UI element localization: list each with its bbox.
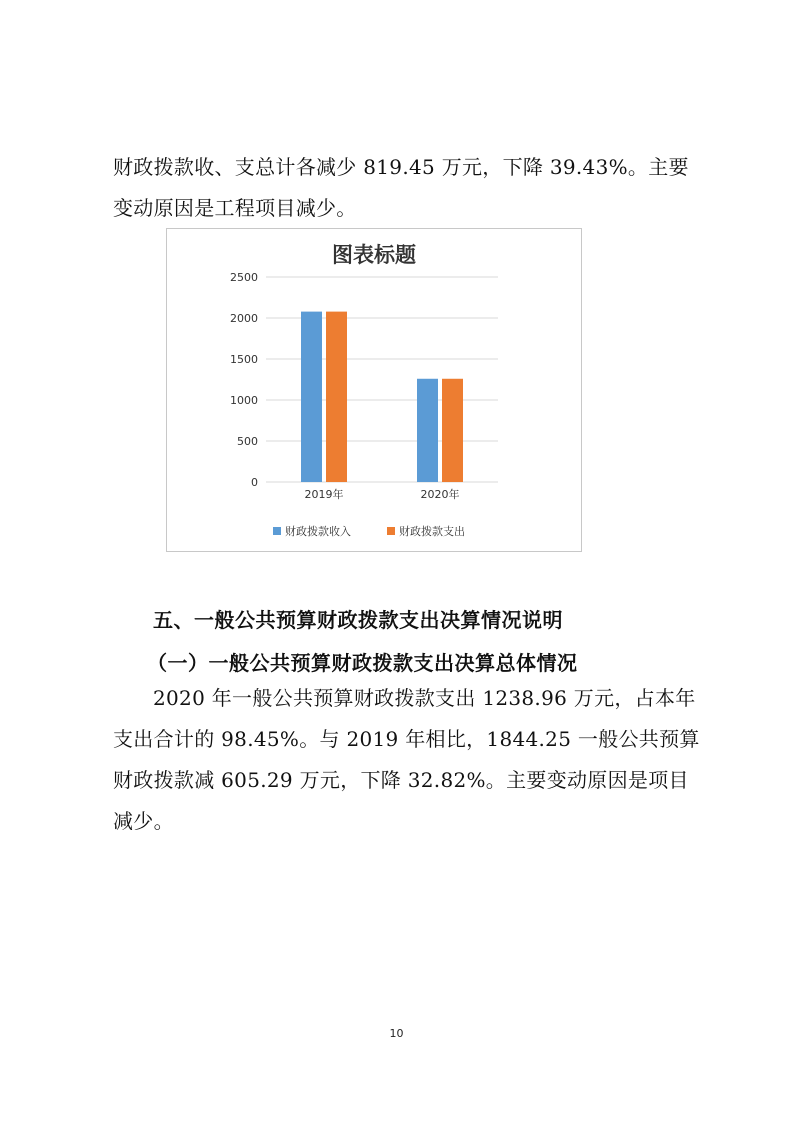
y-tick-label: 2000 xyxy=(230,312,258,325)
paragraph-1 xyxy=(113,147,703,229)
paragraph-2-text: 2020 年一般公共预算财政拨款支出 1238.96 万元，占本年支出合计的 98.45%。与 2019 年相比，1844.25 一般公共预算财政拨款减 605.29 万元，下降 32.82%。主要变动原因是项目减少。 xyxy=(113,686,700,833)
page-number: 10 xyxy=(389,1027,404,1040)
legend-label: 财政拨款支出 xyxy=(399,525,465,538)
legend-label: 财政拨款收入 xyxy=(285,525,351,538)
bar xyxy=(417,379,438,482)
y-tick-label: 0 xyxy=(251,476,258,489)
bar xyxy=(301,312,322,482)
x-tick-label: 2020年 xyxy=(420,488,460,501)
x-tick-label: 2019年 xyxy=(304,488,344,501)
subsection-heading: （一）一般公共预算财政拨款支出决算总体情况 xyxy=(147,651,578,675)
bar xyxy=(442,379,463,482)
legend-swatch xyxy=(387,527,395,535)
y-tick-label: 1500 xyxy=(230,353,258,366)
y-tick-label: 500 xyxy=(237,435,258,448)
legend-swatch xyxy=(273,527,281,535)
paragraph-1-text: 财政拨款收、支总计各减少 819.45 万元，下降 39.43%。主要变动原因是工程项目减少。 xyxy=(113,155,689,220)
paragraph-2 xyxy=(113,678,703,842)
chart-canvas xyxy=(167,229,581,551)
y-tick-label: 2500 xyxy=(230,271,258,284)
section-heading: 五、一般公共预算财政拨款支出决算情况说明 xyxy=(153,608,563,632)
bar-chart xyxy=(166,228,582,552)
chart-title: 图表标题 xyxy=(332,243,416,267)
bar xyxy=(326,312,347,482)
y-tick-label: 1000 xyxy=(230,394,258,407)
